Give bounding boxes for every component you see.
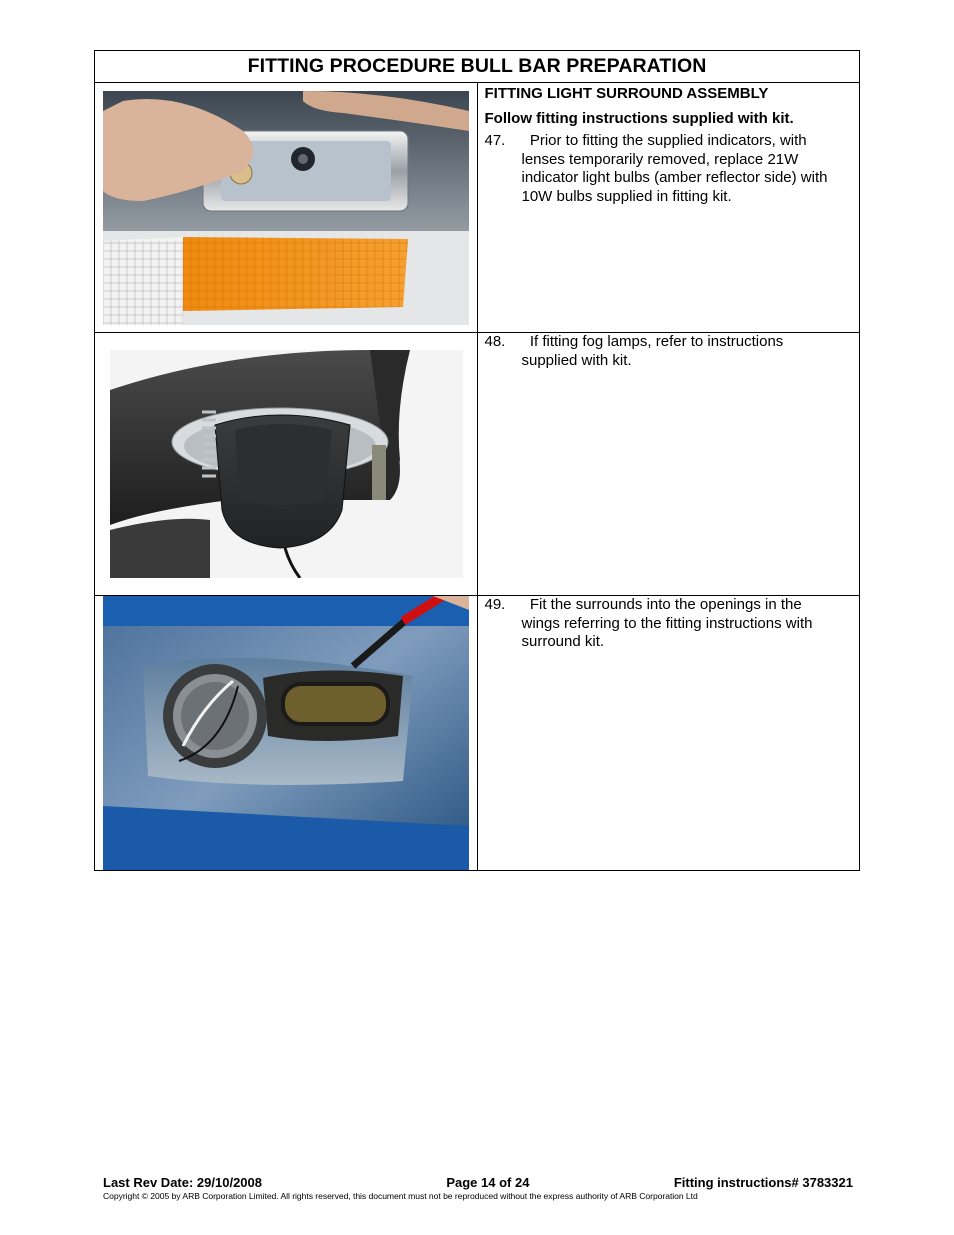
step-text: Prior to fitting the supplied indicators, with lenses temporarily removed, replace 21W indicator light bulbs (amber reflector side) with 10W bulbs supplied in fitting kit.	[521, 132, 828, 205]
step-text: If fitting fog lamps, refer to instructions supplied with kit.	[521, 333, 784, 369]
indicator-bulb-photo	[103, 91, 469, 325]
step-row	[95, 83, 860, 333]
photo-cell	[95, 333, 478, 596]
photo-cell	[95, 596, 478, 871]
section-heading: FITTING LIGHT SURROUND ASSEMBLY	[484, 85, 769, 102]
step-row	[95, 333, 860, 596]
step-number: 48.	[484, 333, 506, 350]
step-row	[95, 596, 860, 871]
page-title: FITTING PROCEDURE BULL BAR PREPARATION	[95, 51, 860, 83]
surround-fitting-photo	[103, 596, 469, 870]
footer-rev-date: Last Rev Date: 29/10/2008	[103, 1175, 262, 1190]
step-text: Fit the surrounds into the openings in the wings referring to the fitting instructions with surround kit.	[521, 596, 813, 651]
procedure-table	[94, 50, 860, 871]
section-subheading: Follow fitting instructions supplied with kit.	[484, 109, 794, 127]
step-number: 47.	[484, 132, 506, 150]
fog-lamp-photo	[110, 350, 463, 578]
step-text-cell	[477, 83, 860, 333]
footer-page-number: Page 14 of 24	[446, 1175, 530, 1190]
footer	[103, 1175, 853, 1190]
step-text-cell	[477, 596, 860, 871]
step-number: 49.	[484, 596, 506, 613]
step-item	[485, 132, 860, 206]
footer-copyright: Copyright © 2005 by ARB Corporation Limited. All rights reserved, this document must not be reproduced without the express authority of ARB Corporation Ltd	[103, 1191, 698, 1201]
step-item	[485, 596, 860, 652]
footer-instructions-number: Fitting instructions# 3783321	[673, 1175, 853, 1190]
step-item	[485, 333, 860, 370]
step-text-cell	[477, 333, 860, 596]
photo-cell	[95, 83, 478, 333]
